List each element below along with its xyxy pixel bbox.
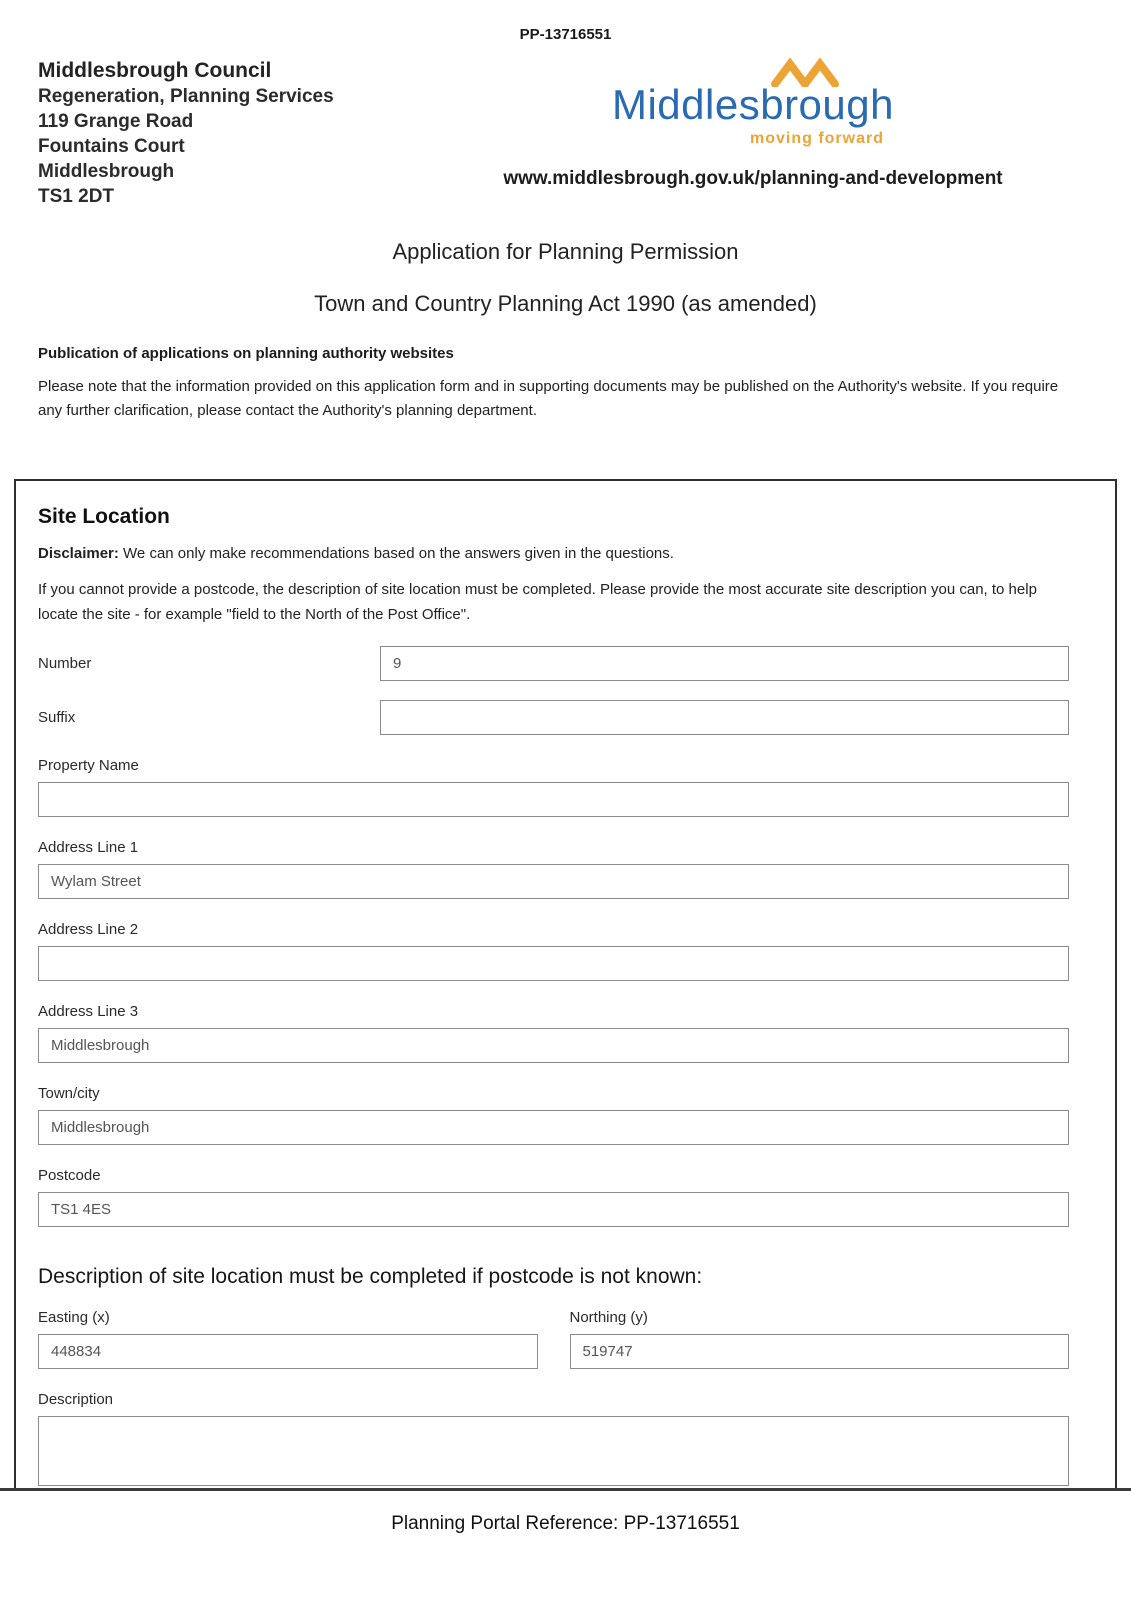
northing-label: Northing (y) [569, 1309, 648, 1326]
council-address-block [38, 57, 334, 209]
description-textarea[interactable] [38, 1416, 1069, 1486]
description-heading: Description of site location must be completed if postcode is not known: [38, 1265, 703, 1288]
field-property-name [38, 757, 1069, 817]
easting-input[interactable] [38, 1334, 538, 1369]
address-line-1-label: Address Line 1 [38, 839, 139, 856]
number-label: Number [38, 655, 92, 672]
logo-wordmark: Middlesbrough [611, 81, 894, 128]
property-name-input[interactable] [38, 782, 1069, 817]
postcode-input[interactable] [38, 1192, 1069, 1227]
coordinates-row [38, 1309, 1069, 1369]
disclaimer-body: We can only make recommendations based on the answers given in the questions. [123, 545, 674, 562]
publication-note: Please note that the information provided on this application form and in supporting documents may be published on the Authority's website. If you require any further clarification, please contact the Authority's planning department. [38, 378, 1059, 419]
disclaimer-text [38, 545, 1069, 562]
document-subtitle: Town and Country Planning Act 1990 (as amended) [314, 291, 817, 316]
footer-reference: Planning Portal Reference: PP-13716551 [391, 1513, 740, 1534]
suffix-input[interactable] [380, 700, 1069, 735]
description-label: Description [38, 1391, 114, 1408]
address-line-2-input[interactable] [38, 946, 1069, 981]
header-right-column [453, 57, 1053, 209]
council-address-line: TS1 2DT [38, 186, 115, 207]
postcode-note: If you cannot provide a postcode, the description of site location must be completed. Please provide the most accurate site description you can, to help locate the site - for example "field to the North of the Post Office". [38, 581, 1037, 623]
field-address-line-3 [38, 1003, 1069, 1063]
logo-tagline: moving forward [749, 130, 884, 147]
address-line-3-label: Address Line 3 [38, 1003, 139, 1020]
council-website-url: www.middlesbrough.gov.uk/planning-and-development [503, 168, 1003, 189]
address-line-2-label: Address Line 2 [38, 921, 139, 938]
council-address-line: 119 Grange Road [38, 111, 194, 132]
document-title: Application for Planning Permission [392, 239, 739, 264]
field-easting [38, 1309, 538, 1369]
easting-label: Easting (x) [38, 1309, 110, 1326]
northing-input[interactable] [570, 1334, 1070, 1369]
suffix-label: Suffix [38, 709, 76, 726]
logo-arrows-icon [770, 57, 840, 92]
field-description [38, 1391, 1069, 1486]
field-suffix [38, 700, 1069, 735]
middlesbrough-logo [612, 81, 894, 148]
council-address-line: Fountains Court [38, 136, 185, 157]
top-reference: PP-13716551 [519, 26, 612, 43]
postcode-label: Postcode [38, 1167, 101, 1184]
field-address-line-1 [38, 839, 1069, 899]
council-address-line: Middlesbrough [38, 161, 175, 182]
publication-heading: Publication of applications on planning authority websites [38, 345, 454, 362]
field-address-line-2 [38, 921, 1069, 981]
town-city-input[interactable] [38, 1110, 1069, 1145]
field-number [38, 646, 1069, 681]
number-input[interactable] [380, 646, 1069, 681]
council-name: Middlesbrough Council [38, 59, 272, 82]
field-northing [570, 1309, 1070, 1369]
page-header [0, 57, 1131, 209]
section-title: Site Location [38, 505, 170, 528]
site-location-section [14, 479, 1117, 1488]
field-postcode [38, 1167, 1069, 1227]
town-city-label: Town/city [38, 1085, 100, 1102]
property-name-label: Property Name [38, 757, 139, 774]
field-town-city [38, 1085, 1069, 1145]
address-line-3-input[interactable] [38, 1028, 1069, 1063]
disclaimer-label: Disclaimer: [38, 545, 119, 562]
footer-divider [0, 1488, 1131, 1491]
address-line-1-input[interactable] [38, 864, 1069, 899]
council-address-line: Regeneration, Planning Services [38, 86, 334, 107]
